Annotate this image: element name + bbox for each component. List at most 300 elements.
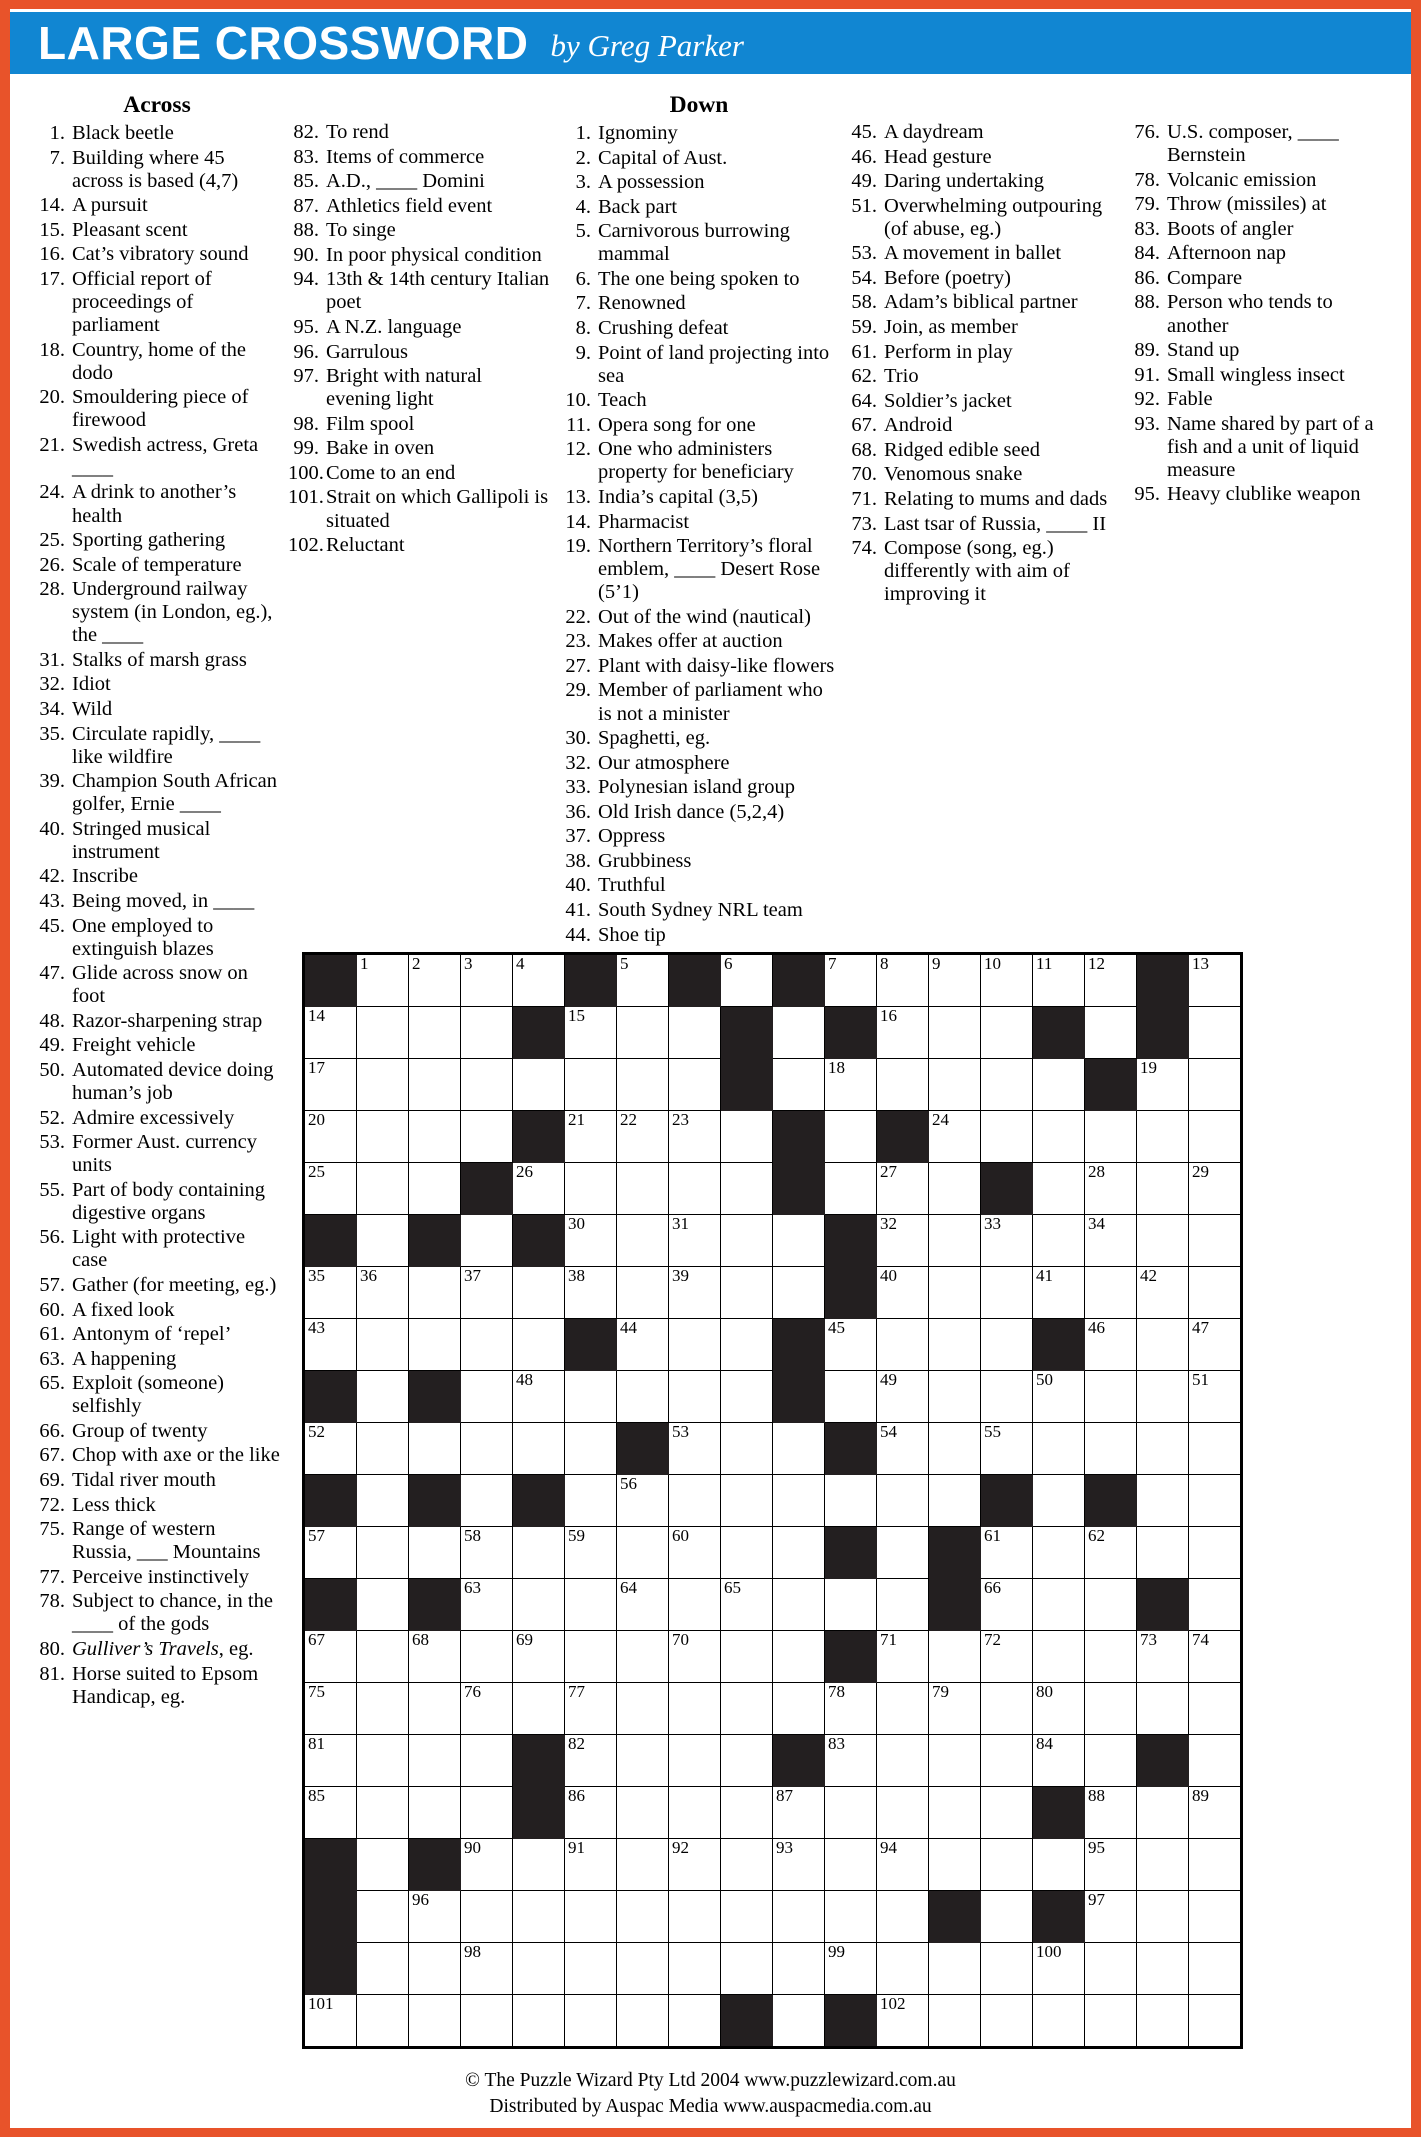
grid-cell[interactable] <box>721 1839 773 1891</box>
grid-cell[interactable] <box>1085 1423 1137 1475</box>
grid-cell[interactable] <box>877 1319 929 1371</box>
grid-cell[interactable] <box>773 1839 825 1891</box>
grid-cell[interactable] <box>513 1839 565 1891</box>
grid-cell[interactable] <box>929 1423 981 1475</box>
grid-cell[interactable] <box>617 1527 669 1579</box>
grid-cell[interactable] <box>877 1215 929 1267</box>
grid-cell[interactable] <box>1033 1111 1085 1163</box>
grid-cell[interactable] <box>304 1423 357 1475</box>
grid-cell[interactable] <box>981 1215 1033 1267</box>
grid-cell[interactable] <box>877 1007 929 1059</box>
grid-cell[interactable] <box>929 1267 981 1319</box>
grid-cell[interactable] <box>877 1475 929 1527</box>
grid-cell[interactable] <box>1033 1475 1085 1527</box>
grid-cell[interactable] <box>1085 1683 1137 1735</box>
grid-cell[interactable] <box>981 1891 1033 1943</box>
grid-cell[interactable] <box>1085 1787 1137 1839</box>
grid-cell[interactable] <box>981 1423 1033 1475</box>
grid-cell[interactable] <box>617 1735 669 1787</box>
grid-cell[interactable] <box>669 1215 721 1267</box>
grid-cell[interactable] <box>877 1579 929 1631</box>
grid-cell[interactable] <box>669 1527 721 1579</box>
grid-cell[interactable] <box>669 1839 721 1891</box>
grid-cell[interactable] <box>773 1891 825 1943</box>
grid-cell[interactable] <box>565 1735 617 1787</box>
grid-cell[interactable] <box>617 1631 669 1683</box>
grid-cell[interactable] <box>461 1787 513 1839</box>
grid-cell[interactable] <box>929 1943 981 1995</box>
grid-cell[interactable] <box>669 1475 721 1527</box>
grid-cell[interactable] <box>565 1527 617 1579</box>
grid-cell[interactable] <box>1033 1735 1085 1787</box>
grid-cell[interactable] <box>877 1267 929 1319</box>
grid-cell[interactable] <box>357 1787 409 1839</box>
grid-cell[interactable] <box>773 1683 825 1735</box>
grid-cell[interactable] <box>409 1111 461 1163</box>
grid-cell[interactable] <box>721 954 773 1007</box>
grid-cell[interactable] <box>1085 1215 1137 1267</box>
grid-cell[interactable] <box>669 1631 721 1683</box>
crossword-grid[interactable] <box>302 952 1243 2049</box>
grid-cell[interactable] <box>877 1423 929 1475</box>
grid-cell[interactable] <box>929 954 981 1007</box>
grid-cell[interactable] <box>409 1527 461 1579</box>
grid-cell[interactable] <box>409 1423 461 1475</box>
grid-cell[interactable] <box>1189 1995 1242 2048</box>
grid-cell[interactable] <box>461 1631 513 1683</box>
grid-cell[interactable] <box>1033 1839 1085 1891</box>
grid-cell[interactable] <box>721 1371 773 1423</box>
grid-cell[interactable] <box>669 1007 721 1059</box>
grid-cell[interactable] <box>669 1319 721 1371</box>
grid-cell[interactable] <box>877 1371 929 1423</box>
grid-cell[interactable] <box>825 1059 877 1111</box>
grid-cell[interactable] <box>1137 1319 1189 1371</box>
grid-cell[interactable] <box>1189 1163 1242 1215</box>
grid-cell[interactable] <box>721 1215 773 1267</box>
grid-cell[interactable] <box>1137 1943 1189 1995</box>
grid-cell[interactable] <box>1085 954 1137 1007</box>
grid-cell[interactable] <box>1189 1059 1242 1111</box>
grid-cell[interactable] <box>304 1527 357 1579</box>
grid-cell[interactable] <box>1085 1631 1137 1683</box>
grid-cell[interactable] <box>409 1683 461 1735</box>
grid-cell[interactable] <box>617 1215 669 1267</box>
grid-cell[interactable] <box>929 1995 981 2048</box>
grid-cell[interactable] <box>1085 1579 1137 1631</box>
grid-cell[interactable] <box>565 1787 617 1839</box>
grid-cell[interactable] <box>409 1631 461 1683</box>
grid-cell[interactable] <box>461 1371 513 1423</box>
grid-cell[interactable] <box>1033 1683 1085 1735</box>
grid-cell[interactable] <box>1085 1319 1137 1371</box>
grid-cell[interactable] <box>304 1163 357 1215</box>
grid-cell[interactable] <box>825 1839 877 1891</box>
grid-cell[interactable] <box>929 1839 981 1891</box>
grid-cell[interactable] <box>721 1787 773 1839</box>
grid-cell[interactable] <box>877 1527 929 1579</box>
grid-cell[interactable] <box>981 1995 1033 2048</box>
grid-cell[interactable] <box>461 1111 513 1163</box>
grid-cell[interactable] <box>1189 1787 1242 1839</box>
grid-cell[interactable] <box>617 1891 669 1943</box>
grid-cell[interactable] <box>565 1371 617 1423</box>
grid-cell[interactable] <box>304 1787 357 1839</box>
grid-cell[interactable] <box>304 1007 357 1059</box>
grid-cell[interactable] <box>565 1475 617 1527</box>
grid-cell[interactable] <box>357 1163 409 1215</box>
grid-cell[interactable] <box>357 1891 409 1943</box>
grid-cell[interactable] <box>877 954 929 1007</box>
grid-cell[interactable] <box>1189 1839 1242 1891</box>
grid-cell[interactable] <box>773 1787 825 1839</box>
grid-cell[interactable] <box>981 1839 1033 1891</box>
grid-cell[interactable] <box>1033 1163 1085 1215</box>
grid-cell[interactable] <box>877 1891 929 1943</box>
grid-cell[interactable] <box>617 1267 669 1319</box>
grid-cell[interactable] <box>513 1995 565 2048</box>
grid-cell[interactable] <box>669 1111 721 1163</box>
grid-cell[interactable] <box>825 1319 877 1371</box>
grid-cell[interactable] <box>409 1995 461 2048</box>
grid-cell[interactable] <box>981 1007 1033 1059</box>
grid-cell[interactable] <box>617 1683 669 1735</box>
grid-cell[interactable] <box>461 1215 513 1267</box>
grid-cell[interactable] <box>981 1111 1033 1163</box>
grid-cell[interactable] <box>409 1059 461 1111</box>
grid-cell[interactable] <box>1033 1059 1085 1111</box>
grid-cell[interactable] <box>461 1683 513 1735</box>
grid-cell[interactable] <box>1085 1267 1137 1319</box>
grid-cell[interactable] <box>617 954 669 1007</box>
grid-cell[interactable] <box>513 1683 565 1735</box>
grid-cell[interactable] <box>461 1995 513 2048</box>
grid-cell[interactable] <box>565 1267 617 1319</box>
grid-cell[interactable] <box>565 1163 617 1215</box>
grid-cell[interactable] <box>877 1995 929 2048</box>
grid-cell[interactable] <box>1137 1111 1189 1163</box>
grid-cell[interactable] <box>669 1579 721 1631</box>
grid-cell[interactable] <box>669 1995 721 2048</box>
grid-cell[interactable] <box>773 1475 825 1527</box>
grid-cell[interactable] <box>1137 1423 1189 1475</box>
grid-cell[interactable] <box>721 1423 773 1475</box>
grid-cell[interactable] <box>1189 1267 1242 1319</box>
grid-cell[interactable] <box>617 1319 669 1371</box>
grid-cell[interactable] <box>877 1683 929 1735</box>
grid-cell[interactable] <box>773 1007 825 1059</box>
grid-cell[interactable] <box>825 1111 877 1163</box>
grid-cell[interactable] <box>357 954 409 1007</box>
grid-cell[interactable] <box>1189 1111 1242 1163</box>
grid-cell[interactable] <box>825 1787 877 1839</box>
grid-cell[interactable] <box>721 1735 773 1787</box>
grid-cell[interactable] <box>1189 1891 1242 1943</box>
grid-cell[interactable] <box>1137 1163 1189 1215</box>
grid-cell[interactable] <box>1189 954 1242 1007</box>
grid-cell[interactable] <box>304 1995 357 2048</box>
grid-cell[interactable] <box>1085 1527 1137 1579</box>
grid-cell[interactable] <box>981 1787 1033 1839</box>
grid-cell[interactable] <box>721 1319 773 1371</box>
grid-cell[interactable] <box>513 1527 565 1579</box>
grid-cell[interactable] <box>565 1215 617 1267</box>
grid-cell[interactable] <box>1189 1423 1242 1475</box>
grid-cell[interactable] <box>565 1423 617 1475</box>
grid-cell[interactable] <box>617 1787 669 1839</box>
grid-cell[interactable] <box>1137 1475 1189 1527</box>
grid-cell[interactable] <box>773 1995 825 2048</box>
grid-cell[interactable] <box>773 1579 825 1631</box>
grid-cell[interactable] <box>357 1995 409 2048</box>
grid-cell[interactable] <box>1189 1735 1242 1787</box>
grid-cell[interactable] <box>461 1839 513 1891</box>
grid-cell[interactable] <box>721 1163 773 1215</box>
grid-cell[interactable] <box>1137 1683 1189 1735</box>
grid-cell[interactable] <box>513 1059 565 1111</box>
grid-cell[interactable] <box>721 1683 773 1735</box>
grid-cell[interactable] <box>1189 1475 1242 1527</box>
grid-cell[interactable] <box>513 1319 565 1371</box>
grid-cell[interactable] <box>981 1631 1033 1683</box>
grid-cell[interactable] <box>721 1943 773 1995</box>
grid-cell[interactable] <box>513 1579 565 1631</box>
grid-cell[interactable] <box>1033 1527 1085 1579</box>
grid-cell[interactable] <box>461 1423 513 1475</box>
grid-cell[interactable] <box>981 954 1033 1007</box>
grid-cell[interactable] <box>669 1735 721 1787</box>
grid-cell[interactable] <box>461 1579 513 1631</box>
grid-cell[interactable] <box>409 1787 461 1839</box>
grid-cell[interactable] <box>565 1111 617 1163</box>
grid-cell[interactable] <box>773 1215 825 1267</box>
grid-cell[interactable] <box>1189 1371 1242 1423</box>
grid-cell[interactable] <box>773 1631 825 1683</box>
grid-cell[interactable] <box>357 1631 409 1683</box>
grid-cell[interactable] <box>357 1735 409 1787</box>
grid-cell[interactable] <box>565 1943 617 1995</box>
grid-cell[interactable] <box>357 1111 409 1163</box>
grid-cell[interactable] <box>617 1943 669 1995</box>
grid-cell[interactable] <box>1189 1319 1242 1371</box>
grid-cell[interactable] <box>1137 1059 1189 1111</box>
grid-cell[interactable] <box>669 1423 721 1475</box>
grid-cell[interactable] <box>1137 1891 1189 1943</box>
grid-cell[interactable] <box>461 1319 513 1371</box>
grid-cell[interactable] <box>669 1787 721 1839</box>
grid-cell[interactable] <box>929 1371 981 1423</box>
grid-cell[interactable] <box>409 954 461 1007</box>
grid-cell[interactable] <box>357 1475 409 1527</box>
grid-cell[interactable] <box>565 1579 617 1631</box>
grid-cell[interactable] <box>1189 1007 1242 1059</box>
grid-cell[interactable] <box>1085 1735 1137 1787</box>
grid-cell[interactable] <box>1085 1943 1137 1995</box>
grid-cell[interactable] <box>513 1631 565 1683</box>
grid-cell[interactable] <box>461 1527 513 1579</box>
grid-cell[interactable] <box>357 1319 409 1371</box>
grid-cell[interactable] <box>409 1891 461 1943</box>
grid-cell[interactable] <box>825 954 877 1007</box>
grid-cell[interactable] <box>981 1943 1033 1995</box>
grid-cell[interactable] <box>357 1579 409 1631</box>
grid-cell[interactable] <box>409 1163 461 1215</box>
grid-cell[interactable] <box>825 1371 877 1423</box>
grid-cell[interactable] <box>304 1319 357 1371</box>
grid-cell[interactable] <box>981 1527 1033 1579</box>
grid-cell[interactable] <box>565 1631 617 1683</box>
grid-cell[interactable] <box>721 1527 773 1579</box>
grid-cell[interactable] <box>825 1579 877 1631</box>
grid-cell[interactable] <box>357 1267 409 1319</box>
grid-cell[interactable] <box>357 1527 409 1579</box>
grid-cell[interactable] <box>513 1943 565 1995</box>
grid-cell[interactable] <box>1189 1579 1242 1631</box>
grid-cell[interactable] <box>1033 1631 1085 1683</box>
grid-cell[interactable] <box>461 1735 513 1787</box>
grid-cell[interactable] <box>304 1683 357 1735</box>
grid-cell[interactable] <box>357 1059 409 1111</box>
grid-cell[interactable] <box>721 1267 773 1319</box>
grid-cell[interactable] <box>877 1839 929 1891</box>
grid-cell[interactable] <box>617 1059 669 1111</box>
grid-cell[interactable] <box>1137 1839 1189 1891</box>
grid-cell[interactable] <box>565 1007 617 1059</box>
grid-cell[interactable] <box>1137 1215 1189 1267</box>
grid-cell[interactable] <box>513 1163 565 1215</box>
grid-cell[interactable] <box>461 1267 513 1319</box>
grid-cell[interactable] <box>721 1631 773 1683</box>
grid-cell[interactable] <box>304 1111 357 1163</box>
grid-cell[interactable] <box>929 1163 981 1215</box>
grid-cell[interactable] <box>1137 1631 1189 1683</box>
grid-cell[interactable] <box>1033 1267 1085 1319</box>
grid-cell[interactable] <box>669 1163 721 1215</box>
grid-cell[interactable] <box>1189 1683 1242 1735</box>
grid-cell[interactable] <box>825 1163 877 1215</box>
grid-cell[interactable] <box>617 1475 669 1527</box>
grid-cell[interactable] <box>773 1267 825 1319</box>
grid-cell[interactable] <box>304 1735 357 1787</box>
grid-cell[interactable] <box>565 1683 617 1735</box>
grid-cell[interactable] <box>357 1371 409 1423</box>
grid-cell[interactable] <box>877 1735 929 1787</box>
grid-cell[interactable] <box>1137 1371 1189 1423</box>
grid-cell[interactable] <box>1033 954 1085 1007</box>
grid-cell[interactable] <box>513 954 565 1007</box>
grid-cell[interactable] <box>929 1683 981 1735</box>
grid-cell[interactable] <box>721 1111 773 1163</box>
grid-cell[interactable] <box>357 1943 409 1995</box>
grid-cell[interactable] <box>1189 1943 1242 1995</box>
grid-cell[interactable] <box>513 1891 565 1943</box>
grid-cell[interactable] <box>1033 1423 1085 1475</box>
grid-cell[interactable] <box>669 1371 721 1423</box>
grid-cell[interactable] <box>877 1163 929 1215</box>
grid-cell[interactable] <box>1033 1995 1085 2048</box>
grid-cell[interactable] <box>929 1631 981 1683</box>
grid-cell[interactable] <box>981 1267 1033 1319</box>
grid-cell[interactable] <box>877 1631 929 1683</box>
grid-cell[interactable] <box>461 954 513 1007</box>
grid-cell[interactable] <box>617 1111 669 1163</box>
grid-cell[interactable] <box>513 1267 565 1319</box>
grid-cell[interactable] <box>981 1579 1033 1631</box>
grid-cell[interactable] <box>669 1059 721 1111</box>
grid-cell[interactable] <box>617 1995 669 2048</box>
grid-cell[interactable] <box>617 1371 669 1423</box>
grid-cell[interactable] <box>461 1007 513 1059</box>
grid-cell[interactable] <box>773 1059 825 1111</box>
grid-cell[interactable] <box>409 1267 461 1319</box>
grid-cell[interactable] <box>617 1007 669 1059</box>
grid-cell[interactable] <box>565 1995 617 2048</box>
grid-cell[interactable] <box>929 1059 981 1111</box>
grid-cell[interactable] <box>617 1839 669 1891</box>
grid-cell[interactable] <box>617 1579 669 1631</box>
grid-cell[interactable] <box>669 1267 721 1319</box>
grid-cell[interactable] <box>357 1683 409 1735</box>
grid-cell[interactable] <box>669 1943 721 1995</box>
grid-cell[interactable] <box>773 1943 825 1995</box>
grid-cell[interactable] <box>669 1683 721 1735</box>
grid-cell[interactable] <box>1033 1579 1085 1631</box>
grid-cell[interactable] <box>357 1839 409 1891</box>
grid-cell[interactable] <box>1085 1839 1137 1891</box>
grid-cell[interactable] <box>981 1371 1033 1423</box>
grid-cell[interactable] <box>929 1007 981 1059</box>
grid-cell[interactable] <box>1137 1267 1189 1319</box>
grid-cell[interactable] <box>825 1475 877 1527</box>
grid-cell[interactable] <box>981 1735 1033 1787</box>
grid-cell[interactable] <box>304 1267 357 1319</box>
grid-cell[interactable] <box>1085 1371 1137 1423</box>
grid-cell[interactable] <box>721 1579 773 1631</box>
grid-cell[interactable] <box>304 1059 357 1111</box>
grid-cell[interactable] <box>1137 1787 1189 1839</box>
grid-cell[interactable] <box>773 1527 825 1579</box>
grid-cell[interactable] <box>825 1891 877 1943</box>
grid-cell[interactable] <box>617 1163 669 1215</box>
grid-cell[interactable] <box>929 1735 981 1787</box>
grid-cell[interactable] <box>461 1891 513 1943</box>
grid-cell[interactable] <box>1189 1215 1242 1267</box>
grid-cell[interactable] <box>981 1683 1033 1735</box>
grid-cell[interactable] <box>1033 1371 1085 1423</box>
grid-cell[interactable] <box>409 1319 461 1371</box>
grid-cell[interactable] <box>1085 1111 1137 1163</box>
grid-cell[interactable] <box>513 1423 565 1475</box>
grid-cell[interactable] <box>357 1423 409 1475</box>
grid-cell[interactable] <box>409 1943 461 1995</box>
grid-cell[interactable] <box>565 1839 617 1891</box>
grid-cell[interactable] <box>1137 1527 1189 1579</box>
grid-cell[interactable] <box>1085 1007 1137 1059</box>
grid-cell[interactable] <box>721 1475 773 1527</box>
grid-cell[interactable] <box>877 1943 929 1995</box>
grid-cell[interactable] <box>1085 1995 1137 2048</box>
grid-cell[interactable] <box>929 1787 981 1839</box>
grid-cell[interactable] <box>357 1215 409 1267</box>
grid-cell[interactable] <box>1085 1163 1137 1215</box>
grid-cell[interactable] <box>929 1215 981 1267</box>
grid-cell[interactable] <box>825 1735 877 1787</box>
grid-cell[interactable] <box>513 1371 565 1423</box>
grid-cell[interactable] <box>1085 1891 1137 1943</box>
grid-cell[interactable] <box>461 1059 513 1111</box>
grid-cell[interactable] <box>461 1475 513 1527</box>
grid-cell[interactable] <box>565 1891 617 1943</box>
